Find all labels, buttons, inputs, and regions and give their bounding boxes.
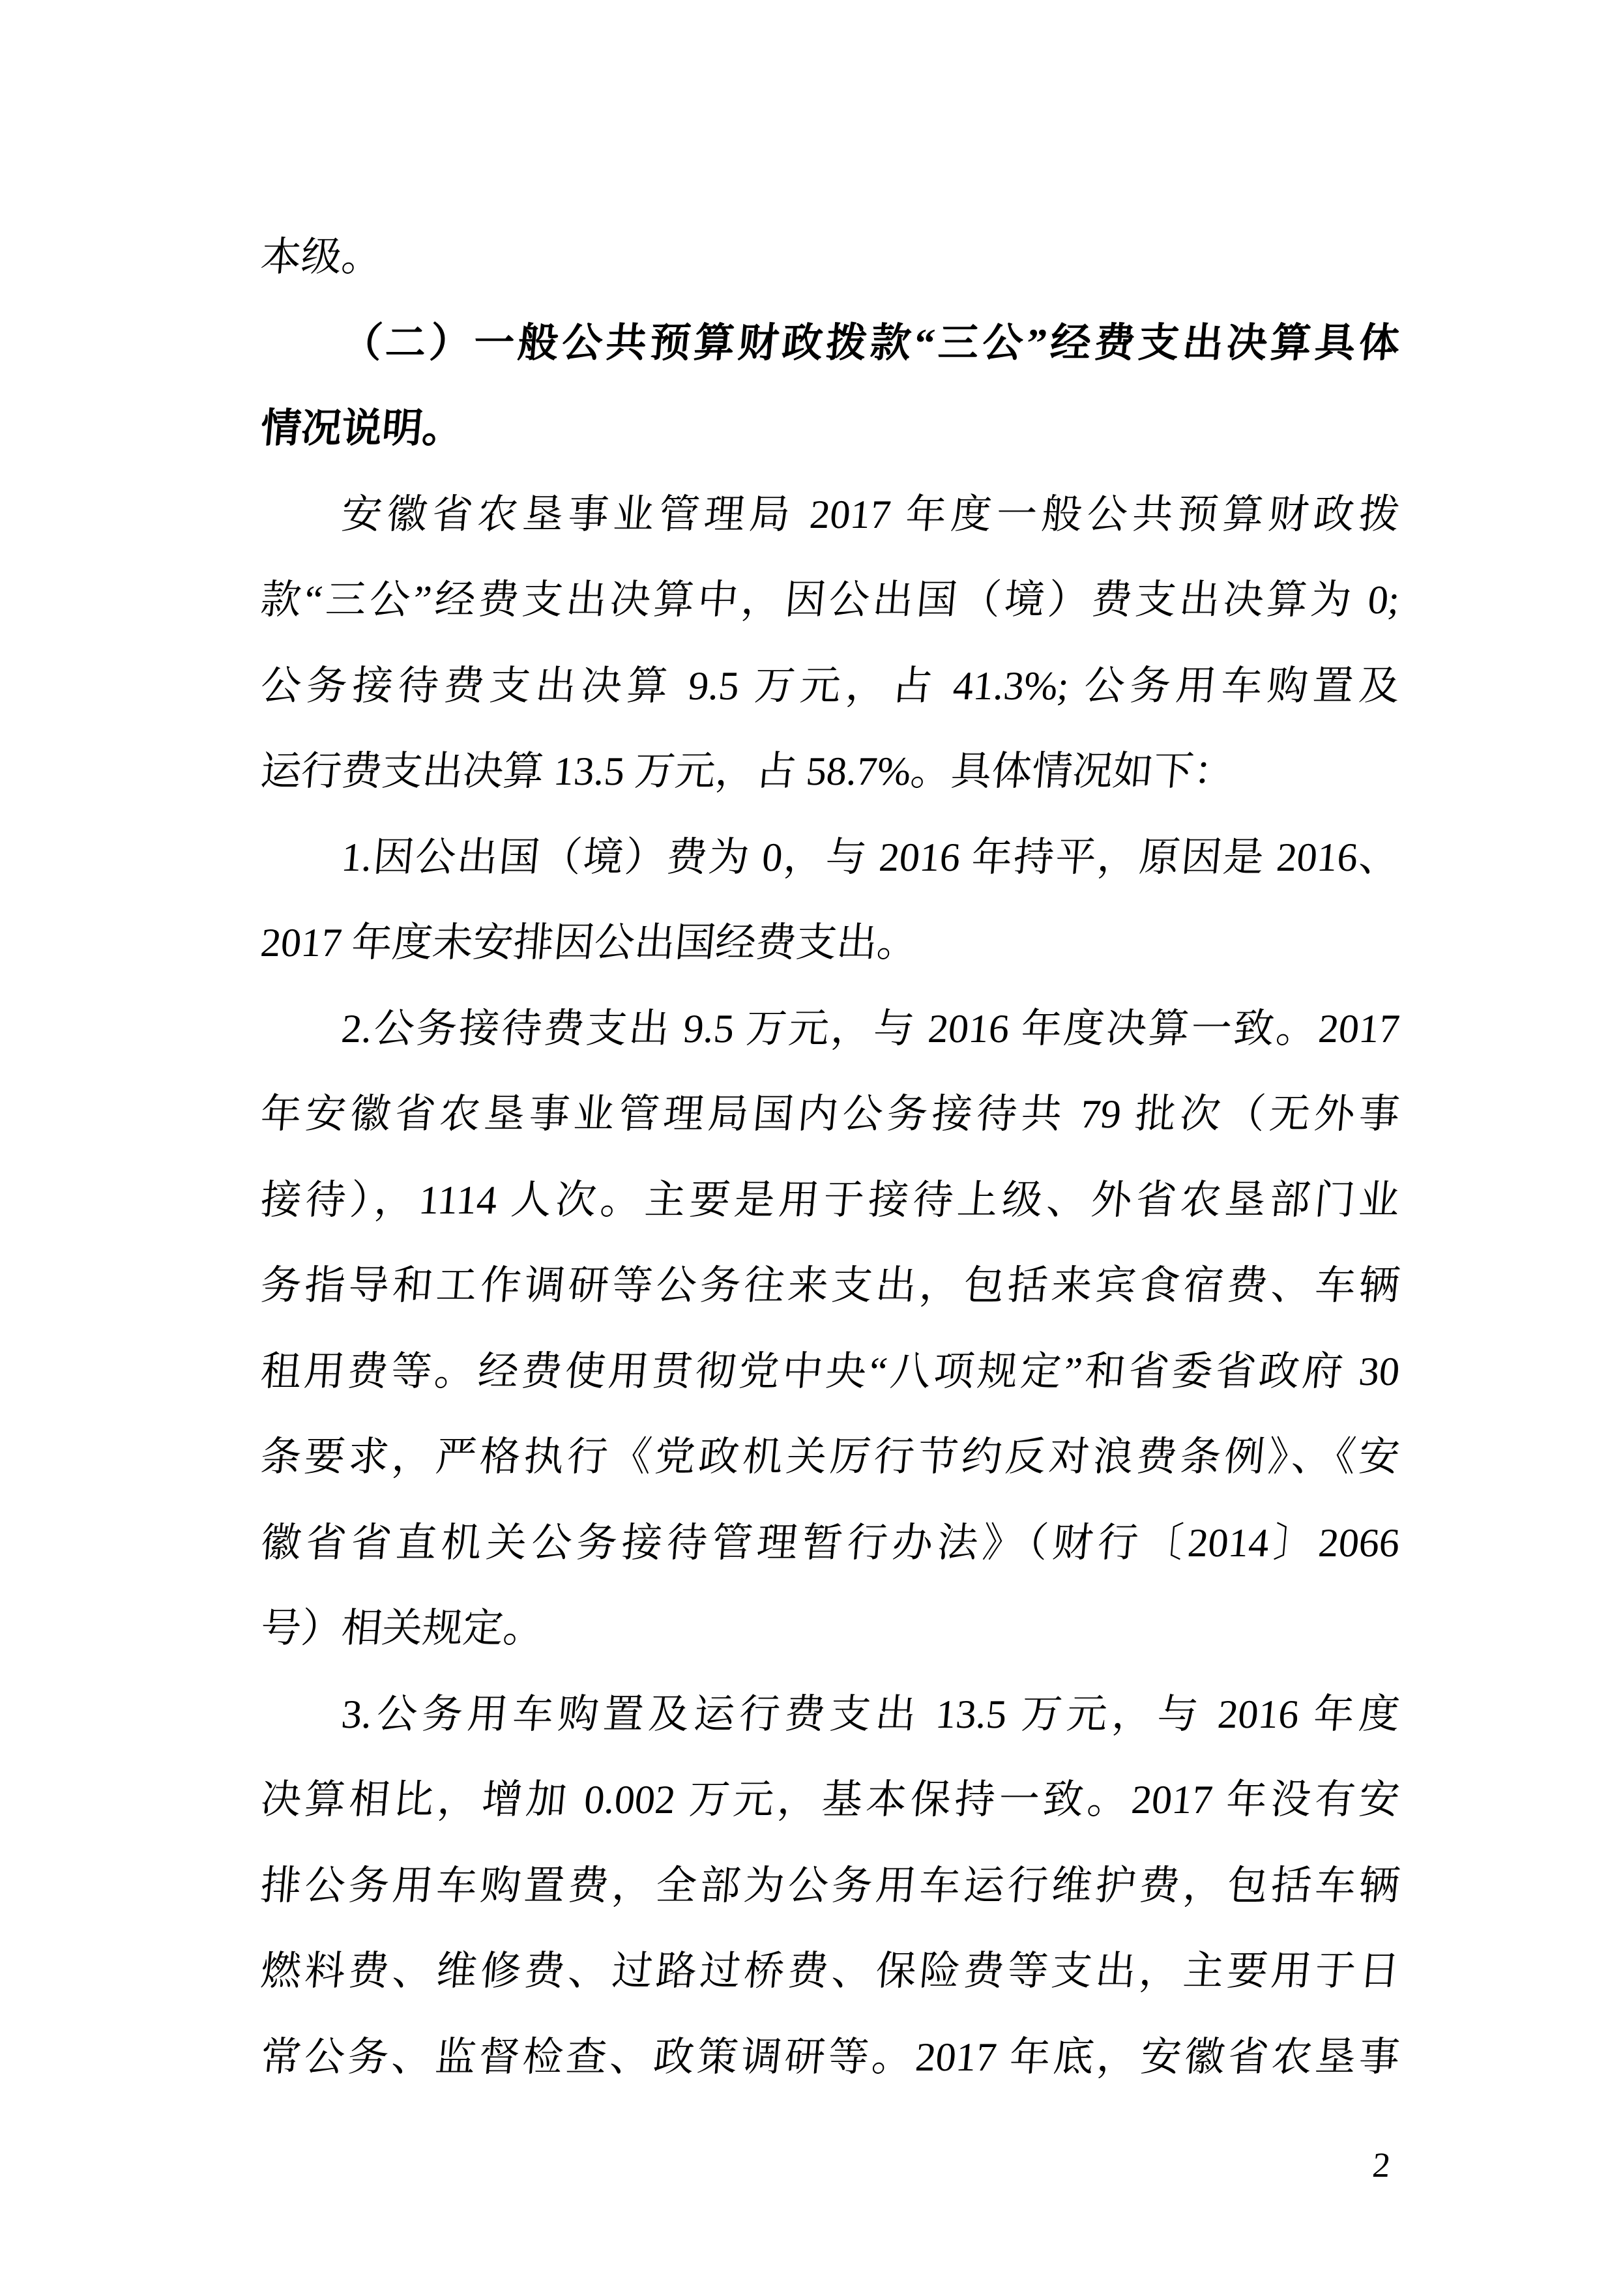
body-text-line: 2.公务接待费支出 9.5 万元，与 2016 年度决算一致。2017 <box>340 1006 1402 1051</box>
body-text-line: 常公务、监督检查、政策调研等。2017 年底，安徽省农垦事 <box>259 2035 1402 2080</box>
body-text-line: 燃料费、维修费、过路过桥费、保险费等支出，主要用于日 <box>259 1949 1402 1994</box>
body-text-line: 年安徽省农垦事业管理局国内公务接待共 79 批次（无外事 <box>259 1092 1402 1137</box>
body-text-line: 租用费等。经费使用贯彻党中央“八项规定”和省委省政府 30 <box>259 1349 1402 1394</box>
body-text-line: 接待），1114 人次。主要是用于接待上级、外省农垦部门业 <box>259 1178 1402 1223</box>
body-text-line: 1.因公出国（境）费为 0，与 2016 年持平，原因是 2016、 <box>340 835 1402 880</box>
section-heading-line: （二）一般公共预算财政拨款“三公”经费支出决算具体 <box>340 321 1402 366</box>
body-text-line: 决算相比，增加 0.002 万元，基本保持一致。2017 年没有安 <box>259 1778 1402 1822</box>
document-body <box>259 215 1402 2100</box>
body-text-line: 2017 年度未安排因公出国经费支出。 <box>259 921 920 965</box>
body-text-line: 款“三公”经费支出决算中，因公出国（境）费支出决算为 0; <box>259 578 1402 622</box>
paragraph-continuation-line: 本级。 <box>259 235 385 280</box>
section-heading-line: 情况说明。 <box>259 407 465 451</box>
body-text-line: 3.公务用车购置及运行费支出 13.5 万元，与 2016 年度 <box>340 1692 1402 1737</box>
body-text-line: 排公务用车购置费，全部为公务用车运行维护费，包括车辆 <box>259 1863 1402 1908</box>
body-text-line: 运行费支出决算 13.5 万元，占 58.7%。具体情况如下： <box>259 749 1236 794</box>
body-text-line: 徽省省直机关公务接待管理暂行办法》（财行〔2014〕2066 <box>259 1520 1402 1565</box>
body-text-line: 公务接待费支出决算 9.5 万元，占 41.3%; 公务用车购置及 <box>259 663 1402 708</box>
body-text-line: 条要求，严格执行《党政机关厉行节约反对浪费条例》、《安 <box>259 1435 1402 1479</box>
body-text-line: 号）相关规定。 <box>259 1606 546 1651</box>
page-number: 2 <box>1371 2145 1392 2185</box>
body-text-line: 安徽省农垦事业管理局 2017 年度一般公共预算财政拨 <box>340 492 1402 537</box>
body-text-line: 务指导和工作调研等公务往来支出，包括来宾食宿费、车辆 <box>259 1264 1402 1308</box>
